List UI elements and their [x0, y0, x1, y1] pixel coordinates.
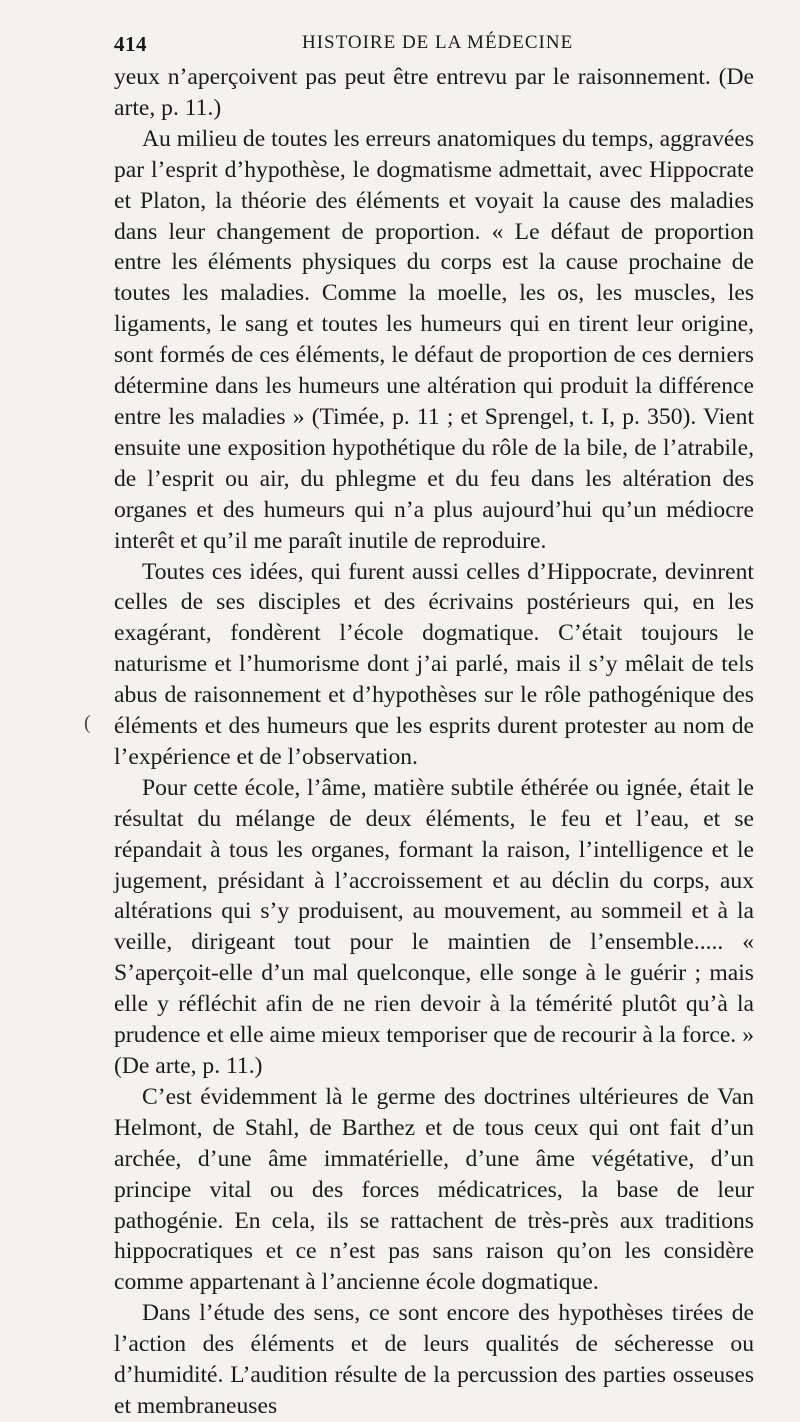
paragraph-continued: yeux n’aperçoivent pas peut être entrevu par le raisonnement. (De arte, p. 11.) [114, 64, 754, 121]
paragraph-elements-theory: Au milieu de toutes les erreurs anatomiques du temps, aggravées par l’esprit d’hypothèse, le dogmatisme admettait, avec Hippocrate et Platon, la théorie des éléments et voyait la cause des maladies dans leur changement de proportion. « Le défaut de proportion entre les éléments physiques du corps est la cause prochaine de toutes les maladies. Comme la moelle, les os, les muscles, les ligaments, le sang et toutes les humeurs qui en tirent leur origine, sont formés de ces éléments, le défaut de proportion de ces derniers détermine dans les humeurs une altération qui produit la différence entre les maladies » (Timée, p. 11 ; et Sprengel, t. I, p. 350). Vient ensuite une exposition hypothétique du rôle de la bile, de l’atrabile, de l’esprit ou air, du phlegme et du feu dans les altération des organes et des humeurs qui n’a plus aujourd’hui qu’un médiocre interêt et qu’il me paraît inutile de reproduire. [114, 125, 754, 554]
running-title: HISTOIRE DE LA MÉDECINE [302, 32, 574, 53]
body-text [114, 62, 754, 1422]
margin-mark: ( [84, 712, 91, 734]
page-number: 414 [114, 32, 147, 56]
paragraph-soul: Pour cette école, l’âme, matière subtile éthérée ou ignée, était le résultat du mélange de deux éléments, le feu et l’eau, et se répandait à tous les organes, formant la raison, l’intelligence et le jugement, présidant à l’accroissement et au déclin du corps, aux altérations qui s’y produisent, au mouvement, au sommeil et à la veille, dirigeant tout pour le maintien de l’ensemble..... « S’aperçoit-elle d’un mal quelconque, elle songe à le guérir ; mais elle y réfléchit afin de ne rien devoir à la témérité plutôt qu’à la prudence et elle aime mieux temporiser que de recourir à la force. » (De arte, p. 11.) [114, 774, 754, 1079]
paragraph-later-doctrines: C’est évidemment là le germe des doctrines ultérieures de Van Helmont, de Stahl, de Barthez et de tous ceux qui ont fait d’un archée, d’une âme immatérielle, d’une âme végétative, d’un principe vital ou des forces médicatrices, la base de leur pathogénie. En cela, ils se rattachent de très-près aux traditions hippocratiques et ce n’est pas sans raison qu’on les considère comme appartenant à l’ancienne école dogmatique. [114, 1083, 754, 1296]
paragraph-senses: Dans l’étude des sens, ce sont encore des hypothèses tirées de l’action des éléments et de leurs qualités de sécheresse ou d’humidité. L’audition résulte de la percussion des parties osseuses et membraneuses [114, 1300, 754, 1419]
running-header [114, 28, 764, 62]
paragraph-dogmatic-school: Toutes ces idées, qui furent aussi celles d’Hippocrate, devinrent celles de ses disciples et des écrivains postérieurs qui, en les exagérant, fondèrent l’école dogmatique. C’était toujours le naturisme et l’humorisme dont j’ai parlé, mais il s’y mêlait de tels abus de raisonnement et d’hypothèses sur le rôle pathogénique des éléments et des humeurs que les esprits durent protester au nom de l’expérience et de l’observation. [114, 558, 754, 770]
